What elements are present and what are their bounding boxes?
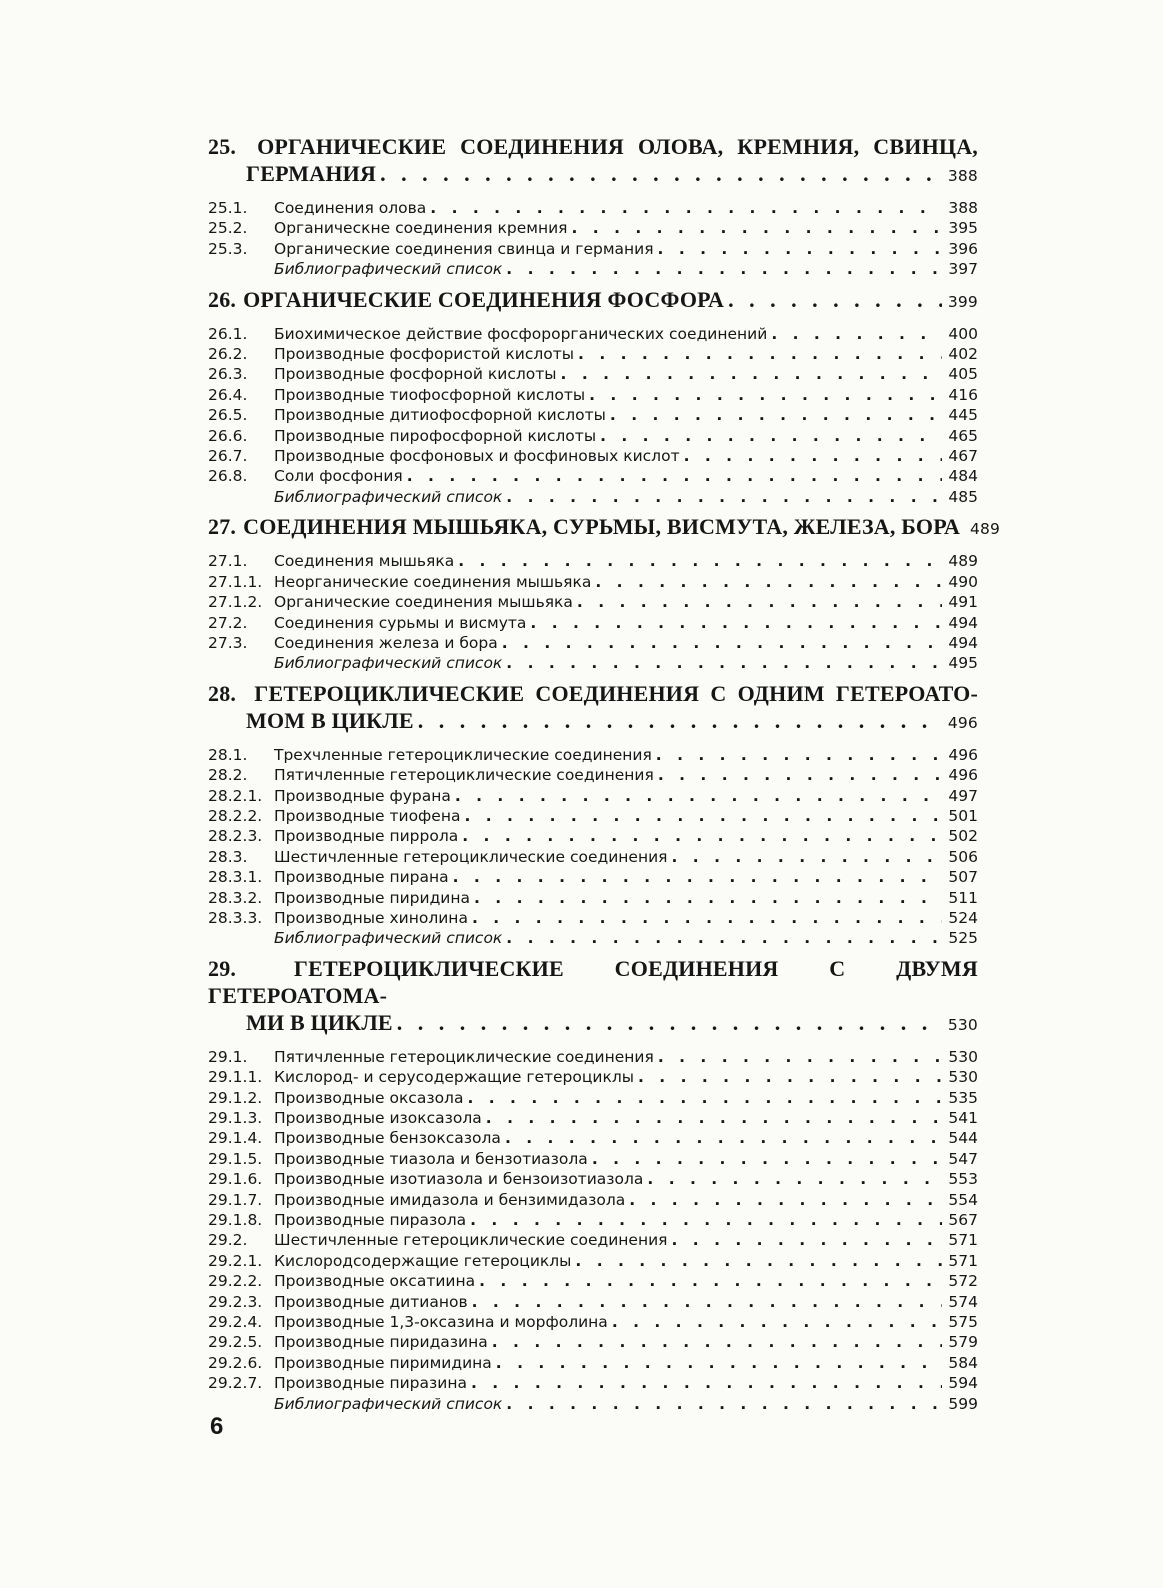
entry-title: Соединения сурьмы и висмута xyxy=(274,613,527,632)
entry-title: Производные дитианов xyxy=(274,1292,468,1311)
entry-title: Библиографический список xyxy=(274,929,503,948)
chapter-heading-line xyxy=(208,1009,978,1039)
dot-leader xyxy=(656,745,942,765)
entry-title: Производные пиразола xyxy=(274,1211,467,1230)
entry-page: 490 xyxy=(948,572,978,591)
entry-title: Соединения железа и бора xyxy=(274,633,498,652)
toc-entry xyxy=(208,1169,978,1189)
dot-leader xyxy=(472,1292,942,1312)
entry-number: 29.1.3. xyxy=(208,1109,263,1127)
toc-entry xyxy=(208,592,978,612)
toc-entry xyxy=(208,908,978,928)
toc-entry xyxy=(208,888,978,908)
toc-entry xyxy=(208,928,978,948)
chapter-title-line1: ОРГАНИЧЕСКИЕ СОЕДИНЕНИЯ ОЛОВА, КРЕМНИЯ, СВИНЦА, xyxy=(257,134,978,159)
entry-number: 27.1. xyxy=(208,552,248,571)
entry-page: 530 xyxy=(948,1068,978,1087)
dot-leader xyxy=(462,826,942,846)
entry-number: 26.1. xyxy=(208,324,248,343)
dot-leader xyxy=(728,286,942,313)
dot-leader xyxy=(610,405,942,425)
dot-leader xyxy=(492,1332,942,1352)
entry-page: 405 xyxy=(948,365,978,384)
entry-number: 29.2.3. xyxy=(208,1292,263,1311)
entry-title: Производные фурана xyxy=(274,786,451,805)
entry-title: Производные оксазола xyxy=(274,1088,464,1107)
entry-number: 25.3. xyxy=(208,239,248,258)
entry-title: Библиографический список xyxy=(274,260,503,279)
chapter-heading-line xyxy=(208,133,978,160)
entry-number: 28.2. xyxy=(208,766,248,785)
entry-number: 29.1.7. xyxy=(208,1190,263,1209)
entry-number: 29.2.4. xyxy=(208,1313,263,1332)
toc-entry xyxy=(208,1108,978,1128)
entry-number: 28.3. xyxy=(208,847,248,866)
entry-number: 26.8. xyxy=(208,467,248,486)
chapter-title-line2: ГЕРМАНИЯ xyxy=(246,161,377,186)
dot-leader xyxy=(479,1271,942,1291)
toc-entry xyxy=(208,1251,978,1271)
entry-number: 29.1. xyxy=(208,1047,248,1066)
chapter-section xyxy=(208,286,978,508)
dot-leader xyxy=(496,1353,942,1373)
entry-page: 507 xyxy=(948,868,978,887)
dot-leader xyxy=(589,385,942,405)
toc-entries xyxy=(208,1047,978,1414)
entry-page: 491 xyxy=(948,593,978,612)
entry-title: Производные пирана xyxy=(274,868,449,887)
dot-leader xyxy=(506,487,942,507)
entry-title: Производные тиофосфорной кислоты xyxy=(274,385,586,404)
entry-number: 29.2.2. xyxy=(208,1272,263,1291)
entry-page: 530 xyxy=(948,1047,978,1066)
entry-page: 554 xyxy=(948,1190,978,1209)
dot-leader xyxy=(647,1169,942,1189)
entry-page: 599 xyxy=(948,1394,978,1413)
entry-page: 524 xyxy=(948,908,978,927)
toc-entry xyxy=(208,1067,978,1087)
entry-title: Библиографический список xyxy=(274,1394,503,1413)
toc-entry xyxy=(208,218,978,238)
entry-number: 27.1.1. xyxy=(208,572,263,591)
toc-entry xyxy=(208,344,978,364)
dot-leader xyxy=(467,1088,942,1108)
toc-entry xyxy=(208,1128,978,1148)
entry-title: Производные пирофосфорной кислоты xyxy=(274,426,597,445)
chapter-title-line1: СОЕДИНЕНИЯ МЫШЬЯКА, СУРЬМЫ, ВИСМУТА, ЖЕЛЕЗА, БОРА xyxy=(243,514,961,540)
toc-entry xyxy=(208,1230,978,1250)
toc-entry xyxy=(208,1149,978,1169)
entry-title: Производные тиазола и бензотиазола xyxy=(274,1149,588,1168)
entry-title: Производные пиразина xyxy=(274,1374,467,1393)
dot-leader xyxy=(629,1190,942,1210)
chapter-section xyxy=(208,680,978,949)
entry-page: 494 xyxy=(948,633,978,652)
entry-page: 525 xyxy=(948,929,978,948)
entry-title: Производные оксатиина xyxy=(274,1272,476,1291)
toc-entry xyxy=(208,487,978,507)
entry-title: Производные фосфорной кислоты xyxy=(274,365,557,384)
dot-leader xyxy=(771,324,942,344)
entry-title: Библиографический список xyxy=(274,487,503,506)
dot-leader xyxy=(575,1251,942,1271)
dot-leader xyxy=(577,592,942,612)
entry-page: 397 xyxy=(948,260,978,279)
chapter-heading xyxy=(208,680,978,737)
entry-page: 594 xyxy=(948,1374,978,1393)
toc-entry xyxy=(208,426,978,446)
entry-page: 465 xyxy=(948,426,978,445)
entry-title: Производные фосфористой кислоты xyxy=(274,345,575,364)
toc-entry xyxy=(208,633,978,653)
dot-leader xyxy=(561,364,942,384)
entry-page: 400 xyxy=(948,324,978,343)
entry-number: 29.1.1. xyxy=(208,1068,263,1087)
dot-leader xyxy=(592,1149,942,1169)
entry-number: 26.5. xyxy=(208,406,248,425)
entry-page: 571 xyxy=(948,1231,978,1250)
entry-page: 535 xyxy=(948,1088,978,1107)
entry-page: 541 xyxy=(948,1109,978,1127)
entry-page: 467 xyxy=(948,447,978,466)
toc-entry xyxy=(208,446,978,466)
entry-page: 445 xyxy=(948,406,978,425)
dot-leader xyxy=(505,1128,942,1148)
toc-entry xyxy=(208,806,978,826)
entry-page: 501 xyxy=(948,806,978,825)
entry-page: 496 xyxy=(948,766,978,785)
dot-leader xyxy=(455,786,942,806)
entry-page: 571 xyxy=(948,1251,978,1270)
dot-leader xyxy=(638,1067,942,1087)
entry-number: 29.1.2. xyxy=(208,1088,263,1107)
entry-number: 25.2. xyxy=(208,219,248,238)
entry-page: 584 xyxy=(948,1353,978,1372)
dot-leader xyxy=(502,633,942,653)
chapter-title-line2: МОМ В ЦИКЛЕ xyxy=(246,707,414,733)
entry-title: Производные изоксазола xyxy=(274,1109,482,1127)
entry-title: Производные изотиазола и бензоизотиазола xyxy=(274,1170,644,1189)
entry-title: Производные пиридина xyxy=(274,888,471,907)
chapter-title-line2: МИ В ЦИКЛЕ xyxy=(246,1009,393,1035)
entry-page: 484 xyxy=(948,467,978,486)
entry-title: Шестичленные гетероциклические соединения xyxy=(274,847,668,866)
chapter-heading-line xyxy=(208,680,978,707)
toc-entry xyxy=(208,1312,978,1332)
entry-page: 567 xyxy=(948,1211,978,1230)
toc-entry xyxy=(208,1047,978,1067)
entry-title: Библиографический список xyxy=(274,654,503,673)
entry-page: 395 xyxy=(948,219,978,238)
entry-title: Пятичленные гетероциклические соединения xyxy=(274,1047,654,1066)
toc-entry xyxy=(208,613,978,633)
chapter-page: 388 xyxy=(947,167,978,185)
toc-entries xyxy=(208,551,978,673)
entry-page: 572 xyxy=(948,1272,978,1291)
toc-entry xyxy=(208,1394,978,1414)
entry-number: 27.3. xyxy=(208,633,248,652)
entry-number: 28.2.2. xyxy=(208,806,263,825)
entry-title: Биохимическое действие фосфорорганических соединений xyxy=(274,324,768,343)
chapter-title-line1: ГЕТЕРОЦИКЛИЧЕСКИЕ СОЕДИНЕНИЯ С ДВУМЯ ГЕТЕРОАТОМА- xyxy=(208,955,978,1008)
chapter-heading xyxy=(208,513,1001,543)
entry-title: Органические соединения свинца и германия xyxy=(274,239,654,258)
entry-page: 574 xyxy=(948,1292,978,1311)
entry-number: 28.3.1. xyxy=(208,868,263,887)
entry-page: 494 xyxy=(948,613,978,632)
toc-entry xyxy=(208,765,978,785)
entry-title: Производные пиридазина xyxy=(274,1333,488,1352)
chapter-page: 496 xyxy=(947,713,978,732)
toc-entry xyxy=(208,1210,978,1230)
entry-page: 495 xyxy=(948,654,978,673)
dot-leader xyxy=(453,867,942,887)
entry-number: 29.2. xyxy=(208,1231,248,1250)
chapter-number: 28. xyxy=(208,680,237,706)
entry-page: 497 xyxy=(948,786,978,805)
entry-number: 26.6. xyxy=(208,426,248,445)
entry-number: 29.2.1. xyxy=(208,1251,263,1270)
chapter-page: 530 xyxy=(947,1015,978,1034)
entry-title: Производные 1,3-оксазина и морфолина xyxy=(274,1313,608,1332)
dot-leader xyxy=(672,847,943,867)
entry-number: 26.4. xyxy=(208,385,248,404)
toc-entry xyxy=(208,745,978,765)
toc-entry xyxy=(208,364,978,384)
dot-leader xyxy=(474,888,942,908)
toc-entry xyxy=(208,786,978,806)
entry-title: Производные тиофена xyxy=(274,806,461,825)
dot-leader xyxy=(595,572,942,592)
dot-leader xyxy=(407,466,942,486)
chapter-page: 399 xyxy=(947,292,978,311)
entry-title: Органические соединения мышьяка xyxy=(274,593,573,612)
toc-entry xyxy=(208,1190,978,1210)
chapter-section xyxy=(208,513,1001,673)
toc-entries xyxy=(208,324,978,508)
dot-leader xyxy=(471,1373,942,1393)
dot-leader xyxy=(506,928,942,948)
entry-number: 26.2. xyxy=(208,345,248,364)
page-number: 6 xyxy=(210,1413,224,1440)
chapter-number: 26. xyxy=(208,286,237,312)
dot-leader xyxy=(397,1009,942,1036)
chapter-page: 489 xyxy=(969,520,1001,539)
entry-number: 26.3. xyxy=(208,365,248,384)
chapter-heading-line xyxy=(208,707,978,737)
entry-page: 506 xyxy=(948,847,978,866)
dot-leader xyxy=(418,707,942,734)
toc-entry xyxy=(208,653,978,673)
toc-entry xyxy=(208,1292,978,1312)
entry-page: 547 xyxy=(948,1149,978,1168)
entry-title: Органическне соединения кремния xyxy=(274,219,568,238)
dot-leader xyxy=(684,446,942,466)
dot-leader xyxy=(658,765,942,785)
dot-leader xyxy=(600,426,942,446)
entry-page: 396 xyxy=(948,239,978,258)
dot-leader xyxy=(380,160,942,187)
toc-entry xyxy=(208,198,978,218)
toc-entry xyxy=(208,1271,978,1291)
toc-entry xyxy=(208,385,978,405)
entry-title: Производные пиррола xyxy=(274,827,459,846)
dot-leader xyxy=(506,259,942,279)
entry-title: Производные бензоксазола xyxy=(274,1129,501,1148)
toc-entries xyxy=(208,745,978,949)
entry-number: 28.2.3. xyxy=(208,827,263,846)
entry-title: Неорганические соединения мышьяка xyxy=(274,572,592,591)
chapter-heading-line xyxy=(208,513,1001,543)
entry-page: 553 xyxy=(948,1170,978,1189)
toc-entry xyxy=(208,324,978,344)
toc-entry xyxy=(208,1353,978,1373)
entry-number: 26.7. xyxy=(208,447,248,466)
entry-number: 25.1. xyxy=(208,199,248,217)
toc-entry xyxy=(208,847,978,867)
chapter-heading xyxy=(208,955,978,1039)
toc-entry xyxy=(208,1332,978,1352)
entry-page: 496 xyxy=(948,745,978,764)
dot-leader xyxy=(572,218,943,238)
chapter-number: 29. xyxy=(208,955,237,981)
entry-page: 489 xyxy=(948,552,978,571)
dot-leader xyxy=(506,653,942,673)
entry-number: 27.2. xyxy=(208,613,248,632)
toc-entries xyxy=(208,198,978,280)
entry-number: 28.2.1. xyxy=(208,786,263,805)
dot-leader xyxy=(486,1108,942,1128)
toc-entry xyxy=(208,826,978,846)
entry-title: Кислородсодержащие гетероциклы xyxy=(274,1251,572,1270)
entry-page: 579 xyxy=(948,1333,978,1352)
dot-leader xyxy=(612,1312,942,1332)
entry-page: 575 xyxy=(948,1313,978,1332)
entry-number: 27.1.2. xyxy=(208,593,263,612)
entry-page: 502 xyxy=(948,827,978,846)
entry-title: Соединения мышьяка xyxy=(274,552,455,571)
chapter-heading-line xyxy=(208,286,978,316)
entry-number: 29.2.5. xyxy=(208,1333,263,1352)
chapter-title-line1: ГЕТЕРОЦИКЛИЧЕСКИЕ СОЕДИНЕНИЯ С ОДНИМ ГЕТЕРОАТО- xyxy=(254,680,978,706)
chapter-number: 25. xyxy=(208,134,237,159)
table-of-contents xyxy=(208,133,1001,1420)
entry-title: Соединения олова xyxy=(274,199,427,217)
toc-entry xyxy=(208,259,978,279)
toc-entry xyxy=(208,1088,978,1108)
entry-title: Производные дитиофосфорной кислоты xyxy=(274,406,606,425)
toc-entry xyxy=(208,551,978,571)
dot-leader xyxy=(464,806,942,826)
entry-number: 29.2.6. xyxy=(208,1353,263,1372)
dot-leader xyxy=(672,1230,943,1250)
entry-page: 544 xyxy=(948,1129,978,1148)
entry-page: 402 xyxy=(948,345,978,364)
toc-entry xyxy=(208,239,978,259)
entry-title: Производные хинолина xyxy=(274,908,468,927)
dot-leader xyxy=(506,1394,942,1414)
toc-entry xyxy=(208,572,978,592)
dot-leader xyxy=(658,239,942,259)
entry-number: 29.1.4. xyxy=(208,1129,263,1148)
entry-number: 29.1.8. xyxy=(208,1211,263,1230)
dot-leader xyxy=(472,908,942,928)
dot-leader xyxy=(658,1047,942,1067)
entry-title: Соли фосфония xyxy=(274,467,403,486)
entry-title: Производные фосфоновых и фосфиновых кислот xyxy=(274,447,680,466)
chapter-heading xyxy=(208,286,978,316)
dot-leader xyxy=(470,1210,942,1230)
chapter-heading-line xyxy=(208,955,978,1009)
entry-title: Производные имидазола и бензимидазола xyxy=(274,1190,626,1209)
entry-number: 28.3.3. xyxy=(208,908,263,927)
chapter-heading xyxy=(208,133,978,190)
entry-number: 29.2.7. xyxy=(208,1374,263,1393)
toc-entry xyxy=(208,405,978,425)
entry-title: Пятичленные гетероциклические соединения xyxy=(274,766,654,785)
chapter-section xyxy=(208,133,978,280)
chapter-title-line1: ОРГАНИЧЕСКИЕ СОЕДИНЕНИЯ ФОСФОРА xyxy=(243,286,725,312)
entry-title: Шестичленные гетероциклические соединения xyxy=(274,1231,668,1250)
entry-title: Трехчленные гетероциклические соединения xyxy=(274,745,652,764)
entry-title: Производные пиримидина xyxy=(274,1353,492,1372)
dot-leader xyxy=(578,344,942,364)
entry-page: 416 xyxy=(948,385,978,404)
toc-entry xyxy=(208,1373,978,1393)
chapter-number: 27. xyxy=(208,514,237,540)
dot-leader xyxy=(530,613,942,633)
entry-page: 511 xyxy=(948,888,978,907)
entry-number: 28.3.2. xyxy=(208,888,263,907)
chapter-heading-line xyxy=(208,160,978,190)
entry-page: 485 xyxy=(948,487,978,506)
dot-leader xyxy=(458,551,942,571)
dot-leader xyxy=(430,198,942,218)
entry-page: 388 xyxy=(948,199,978,217)
entry-title: Кислород- и серусодержащие гетероциклы xyxy=(274,1068,635,1087)
chapter-section xyxy=(208,955,978,1414)
toc-entry xyxy=(208,466,978,486)
entry-number: 28.1. xyxy=(208,745,248,764)
toc-entry xyxy=(208,867,978,887)
entry-number: 29.1.5. xyxy=(208,1149,263,1168)
entry-number: 29.1.6. xyxy=(208,1170,263,1189)
